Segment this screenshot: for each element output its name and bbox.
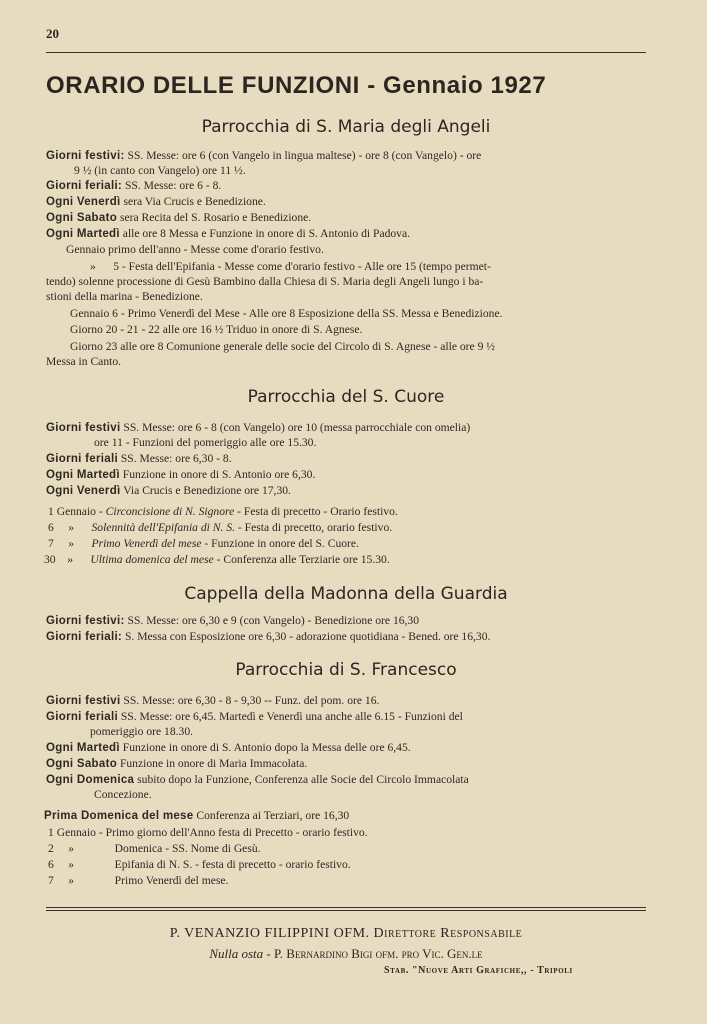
cuore-line-venerdi <box>46 484 291 498</box>
footer-rule-2 <box>46 910 646 911</box>
text: Funzione in onore di S. Antonio dopo la Messa delle ore 6,45. <box>122 741 411 754</box>
day: 7 » <box>48 537 75 550</box>
francesco-line-sabato <box>46 757 307 771</box>
cuore-line-festivi-cont: ore 11 - Funzioni del pomeriggio alle ore 15.30. <box>94 436 317 449</box>
nulla-osta: Nulla osta <box>209 946 264 961</box>
label: Ogni Domenica <box>46 774 135 786</box>
maria-para-3: Gennaio 6 - Primo Venerdì del Mese - Alle ore 8 Esposizione della SS. Messa e Benedizione. <box>70 307 503 320</box>
cuore-line-festivi <box>46 421 470 435</box>
text: - Funzione in onore del S. Cuore. <box>204 537 359 550</box>
label: Giorni feriali: <box>46 631 123 643</box>
footer-printer: Stab. "Nuove Arti Grafiche,, - Tripoli <box>384 965 573 976</box>
top-rule <box>46 52 646 53</box>
label: Giorni festivi: <box>46 150 125 162</box>
label: Ogni Venerdì <box>46 196 121 208</box>
maria-para-2a: » 5 - Festa dell'Epifania - Messe come d'orario festivo - Alle ore 15 (tempo permet- <box>90 260 491 273</box>
feast: Solennità dell'Epifania di N. S. <box>91 521 236 534</box>
day: 1 Gennaio - <box>48 826 103 839</box>
label: Ogni Venerdì <box>46 485 121 497</box>
text: Domenica - SS. Nome di Gesù. <box>114 842 261 855</box>
maria-para-2b: tendo) solenne processione di Gesù Bambino dalla Chiesa di S. Maria degli Angeli lungo i ba- <box>46 275 484 288</box>
text: Conferenza ai Terziari, ore 16,30 <box>196 809 350 822</box>
text: S. Messa con Esposizione ore 6,30 - adorazione quotidiana - Bened. ore 16,30. <box>124 630 491 643</box>
section-heading-guardia: Cappella della Madonna della Guardia <box>184 584 508 604</box>
footer-nulla-osta <box>46 946 646 962</box>
text: SS. Messe: ore 6,30 e 9 (con Vangelo) - Benedizione ore 16,30 <box>127 614 420 627</box>
maria-line-sabato <box>46 211 311 225</box>
text: sera Via Crucis e Benedizione. <box>123 195 266 208</box>
day: 6 » <box>48 858 75 871</box>
text: SS. Messe: ore 6,30 - 8. <box>120 452 232 465</box>
text: SS. Messe: ore 6,30 - 8 - 9,30 -- Funz. del pom. ore 16. <box>123 694 380 707</box>
label: Giorni feriali <box>46 453 118 465</box>
maria-line-feriali <box>46 179 221 193</box>
footer-rule-1 <box>46 907 646 908</box>
maria-line-festivi <box>46 149 481 163</box>
label: Giorni feriali: <box>46 180 123 192</box>
text: Via Crucis e Benedizione ore 17,30. <box>123 484 291 497</box>
cuore-line-martedi <box>46 468 315 482</box>
text: alle ore 8 Messa e Funzione in onore di S. Antonio di Padova. <box>122 227 411 240</box>
section-heading-francesco: Parrocchia di S. Francesco <box>235 660 457 680</box>
page-title: ORARIO DELLE FUNZIONI - Gennaio 1927 <box>46 72 547 99</box>
label: Prima Domenica del mese <box>44 810 194 822</box>
francesco-line-martedi <box>46 741 411 755</box>
text: Primo giorno dell'Anno festa di Precetto - orario festivo. <box>105 826 368 839</box>
text: SS. Messe: ore 6,45. Martedì e Venerdì una anche alle 6.15 - Funzioni del <box>120 710 463 723</box>
francesco-line-festivi <box>46 694 379 708</box>
label: Giorni feriali <box>46 711 118 723</box>
francesco-day-7 <box>48 874 228 888</box>
label: Ogni Sabato <box>46 758 118 770</box>
maria-line-venerdi <box>46 195 266 209</box>
feast: Primo Venerdì del mese <box>91 537 202 550</box>
guardia-line-feriali <box>46 630 490 644</box>
feast: Circoncisione di N. Signore <box>105 505 235 518</box>
francesco-line-feriali-cont: pomeriggio ore 18.30. <box>90 725 194 738</box>
maria-para-2c: stioni della marina - Benedizione. <box>46 290 203 303</box>
section-heading-cuore: Parrocchia del S. Cuore <box>247 387 445 407</box>
guardia-line-festivi <box>46 614 419 628</box>
francesco-day-2 <box>48 842 261 856</box>
maria-para-1: Gennaio primo dell'anno - Messe come d'orario festivo. <box>66 243 324 256</box>
cuore-day-7 <box>48 537 359 551</box>
cuore-day-6 <box>48 521 392 535</box>
label: Giorni festivi <box>46 695 121 707</box>
day: 6 » <box>48 521 75 534</box>
text: SS. Messe: ore 6 - 8. <box>124 179 222 192</box>
label: Ogni Martedì <box>46 469 120 481</box>
text: SS. Messe: ore 6 (con Vangelo in lingua maltese) - ore 8 (con Vangelo) - ore <box>127 149 482 162</box>
cuore-day-30 <box>44 553 390 567</box>
label: Ogni Sabato <box>46 212 118 224</box>
maria-line-martedi <box>46 227 410 241</box>
text: Funzione in onore di S. Antonio ore 6,30. <box>122 468 316 481</box>
text: subito dopo la Funzione, Conferenza alle Socie del Circolo Immacolata <box>137 773 469 786</box>
section-heading-maria: Parrocchia di S. Maria degli Angeli <box>201 117 491 137</box>
text: - Festa di precetto - Orario festivo. <box>237 505 398 518</box>
label: Ogni Martedì <box>46 228 120 240</box>
cuore-line-feriali <box>46 452 232 466</box>
text: - P. Bernardino Bigi ofm. pro Vic. Gen.le <box>266 946 483 961</box>
maria-para-5a: Giorno 23 alle ore 8 Comunione generale delle socie del Circolo di S. Agnese - alle ore 9 ½ <box>70 340 495 353</box>
maria-para-4: Giorno 20 - 21 - 22 alle ore 16 ½ Triduo in onore di S. Agnese. <box>70 323 363 336</box>
francesco-line-domenica <box>46 773 469 787</box>
label: Ogni Martedì <box>46 742 120 754</box>
cuore-day-1 <box>48 505 398 519</box>
text: - Festa di precetto, orario festivo. <box>237 521 393 534</box>
francesco-line-feriali <box>46 710 463 724</box>
footer-director: P. VENANZIO FILIPPINI OFM. Direttore Responsabile <box>169 926 523 941</box>
day: 2 » <box>48 842 75 855</box>
maria-line-festivi-cont: 9 ½ (in canto con Vangelo) ore 11 ½. <box>74 164 246 177</box>
label: Giorni festivi: <box>46 615 125 627</box>
day: 30 » <box>44 553 73 566</box>
francesco-line-prima-domenica <box>44 809 349 823</box>
label: Giorni festivi <box>46 422 121 434</box>
maria-para-5b: Messa in Canto. <box>46 355 122 368</box>
text: sera Recita del S. Rosario e Benedizione. <box>119 211 312 224</box>
text: Primo Venerdì del mese. <box>114 874 229 887</box>
francesco-day-6 <box>48 858 351 872</box>
francesco-line-domenica-cont: Concezione. <box>94 788 152 801</box>
text: SS. Messe: ore 6 - 8 (con Vangelo) ore 10 (messa parrocchiale con omelia) <box>123 421 471 434</box>
francesco-day-1 <box>48 826 368 840</box>
text: - Conferenza alle Terziarie ore 15.30. <box>216 553 390 566</box>
feast: Ultima domenica del mese <box>90 553 214 566</box>
day: 1 Gennaio - <box>48 505 103 518</box>
day: 7 » <box>48 874 75 887</box>
text: Epifania di N. S. - festa di precetto - orario festivo. <box>114 858 351 871</box>
page-number: 20 <box>46 26 59 41</box>
text: Funzione in onore di Maria Immacolata. <box>119 757 308 770</box>
